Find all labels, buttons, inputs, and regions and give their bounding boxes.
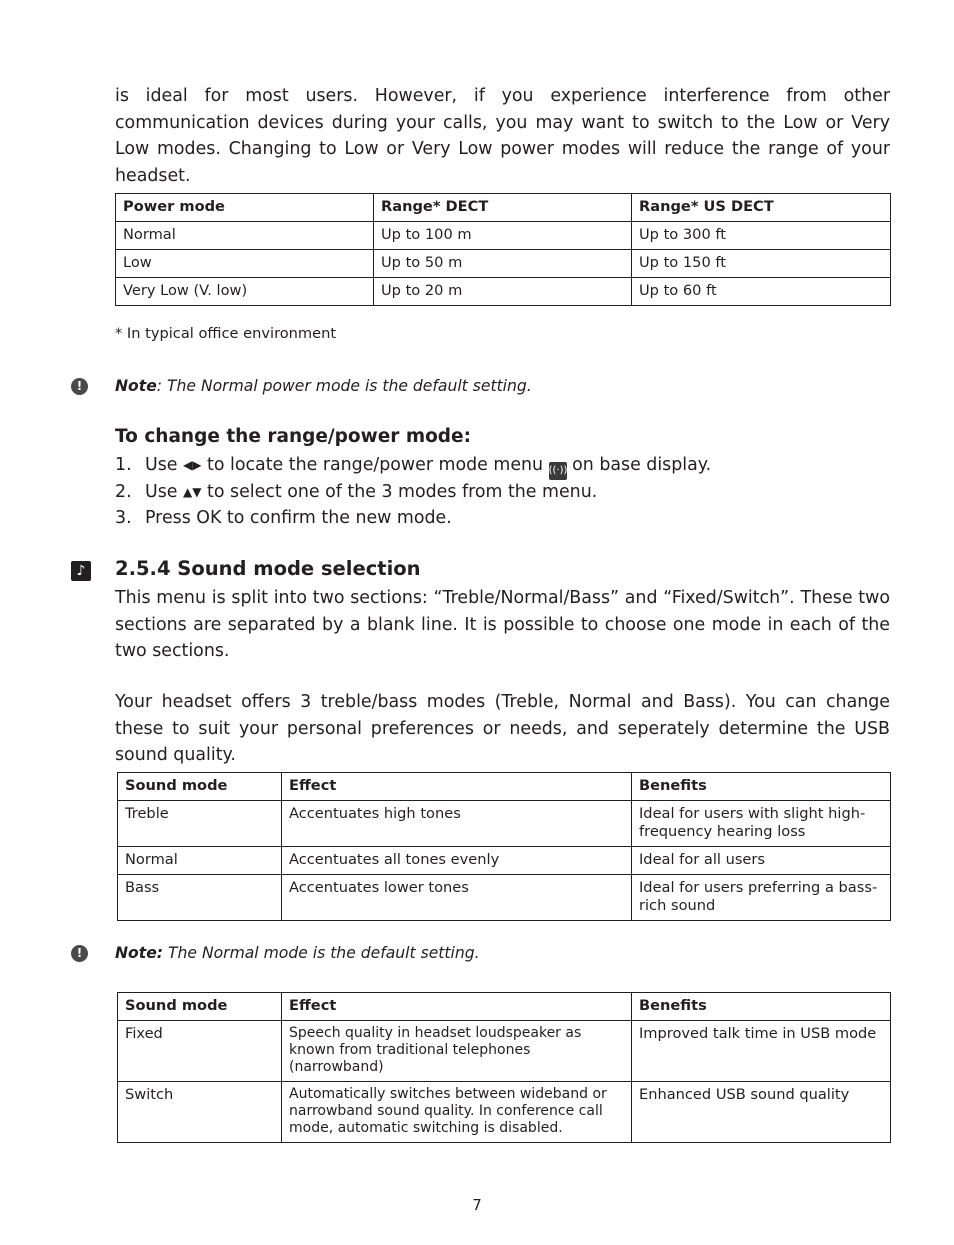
step-text: Use	[145, 455, 178, 475]
table-cell: Ideal for all users	[632, 847, 891, 875]
table-header-row	[118, 993, 891, 1021]
section-paragraph: This menu is split into two sections: “Treble/Normal/Bass” and “Fixed/Switch”. These two sections are separated by a blank line. It is possible to choose one mode in each of the two sections.	[115, 588, 890, 661]
steps-list	[115, 452, 711, 532]
table-cell: Very Low (V. low)	[116, 278, 374, 306]
table-cell: Up to 20 m	[374, 278, 632, 306]
right-arrow-icon: ▶	[192, 458, 202, 472]
intro-paragraph: is ideal for most users. However, if you experience interference from other communication devices during your calls, you may want to switch to the Low or Very Low modes. Changing to Low or Very Low power modes will reduce the range of your headset.	[115, 86, 890, 186]
table-cell: Bass	[118, 875, 282, 921]
left-arrow-icon: ◀	[183, 458, 193, 472]
list-item	[115, 479, 711, 506]
section-heading: 2.5.4 Sound mode selection	[115, 557, 421, 580]
table-header: Sound mode	[118, 773, 282, 801]
table-cell: Accentuates all tones evenly	[282, 847, 632, 875]
table-cell: Ideal for users preferring a bass-rich sound	[632, 875, 891, 921]
table-cell: Treble	[118, 801, 282, 847]
footnote: * In typical office environment	[115, 325, 337, 342]
table-row	[118, 847, 891, 875]
usb-sound-table	[117, 992, 891, 1143]
table-header: Effect	[282, 993, 632, 1021]
table-header: Benefits	[632, 773, 891, 801]
table-row	[118, 1021, 891, 1082]
table-row	[116, 278, 891, 306]
table-header: Range* DECT	[374, 194, 632, 222]
step-text: to locate the range/power mode menu	[207, 455, 544, 475]
table-row	[118, 801, 891, 847]
table-header: Range* US DECT	[632, 194, 891, 222]
sound-mode-table	[117, 772, 891, 921]
table-header-row	[116, 194, 891, 222]
table-header: Power mode	[116, 194, 374, 222]
table-cell: Normal	[116, 222, 374, 250]
table-header: Sound mode	[118, 993, 282, 1021]
exclamation-icon: !	[71, 378, 88, 395]
note-text: The Normal mode is the default setting.	[163, 944, 480, 962]
table-cell: Up to 60 ft	[632, 278, 891, 306]
power-mode-table	[115, 193, 891, 306]
exclamation-icon: !	[71, 945, 88, 962]
table-cell: Ideal for users with slight high-frequency hearing loss	[632, 801, 891, 847]
note-power-default	[115, 377, 532, 395]
table-header-row	[118, 773, 891, 801]
step-text: on base display.	[572, 455, 712, 475]
step-text: to select one of the 3 modes from the menu.	[207, 481, 598, 502]
note-label: Note:	[115, 944, 164, 962]
table-cell: Accentuates lower tones	[282, 875, 632, 921]
step-text: Use	[145, 481, 178, 502]
page-number: 7	[472, 1196, 482, 1214]
table-cell: Speech quality in headset loudspeaker as known from traditional telephones (narrowband)	[282, 1021, 632, 1082]
table-cell: Up to 100 m	[374, 222, 632, 250]
up-arrow-icon: ▲	[183, 484, 193, 499]
table-cell: Up to 300 ft	[632, 222, 891, 250]
table-row	[118, 1082, 891, 1143]
step-number: 1.	[115, 455, 132, 475]
down-arrow-icon: ▼	[192, 484, 202, 499]
table-cell: Enhanced USB sound quality	[632, 1082, 891, 1143]
table-row	[118, 875, 891, 921]
list-item	[115, 505, 711, 532]
table-header: Benefits	[632, 993, 891, 1021]
range-menu-icon: ((·))	[549, 462, 567, 480]
step-text: Press OK to confirm the new mode.	[145, 508, 452, 528]
table-cell: Up to 50 m	[374, 250, 632, 278]
table-cell: Accentuates high tones	[282, 801, 632, 847]
note-label: Note	[115, 377, 157, 395]
section-paragraph: Your headset offers 3 treble/bass modes (Treble, Normal and Bass). You can change these to suit your personal preferences or needs, and seperately determine the USB sound quality.	[115, 692, 890, 765]
note-text: : The Normal power mode is the default setting.	[156, 377, 532, 395]
table-row	[116, 222, 891, 250]
table-header: Effect	[282, 773, 632, 801]
note-sound-default	[115, 944, 480, 962]
table-cell: Automatically switches between wideband or narrowband sound quality. In conference call mode, automatic switching is disabled.	[282, 1082, 632, 1143]
change-mode-heading: To change the range/power mode:	[115, 426, 471, 447]
step-number: 2.	[115, 481, 132, 502]
table-cell: Improved talk time in USB mode	[632, 1021, 891, 1082]
music-note-icon: ♪	[71, 561, 91, 581]
table-cell: Up to 150 ft	[632, 250, 891, 278]
list-item	[115, 452, 711, 479]
table-row	[116, 250, 891, 278]
table-cell: Normal	[118, 847, 282, 875]
table-cell: Low	[116, 250, 374, 278]
table-cell: Fixed	[118, 1021, 282, 1082]
step-number: 3.	[115, 508, 132, 528]
table-cell: Switch	[118, 1082, 282, 1143]
